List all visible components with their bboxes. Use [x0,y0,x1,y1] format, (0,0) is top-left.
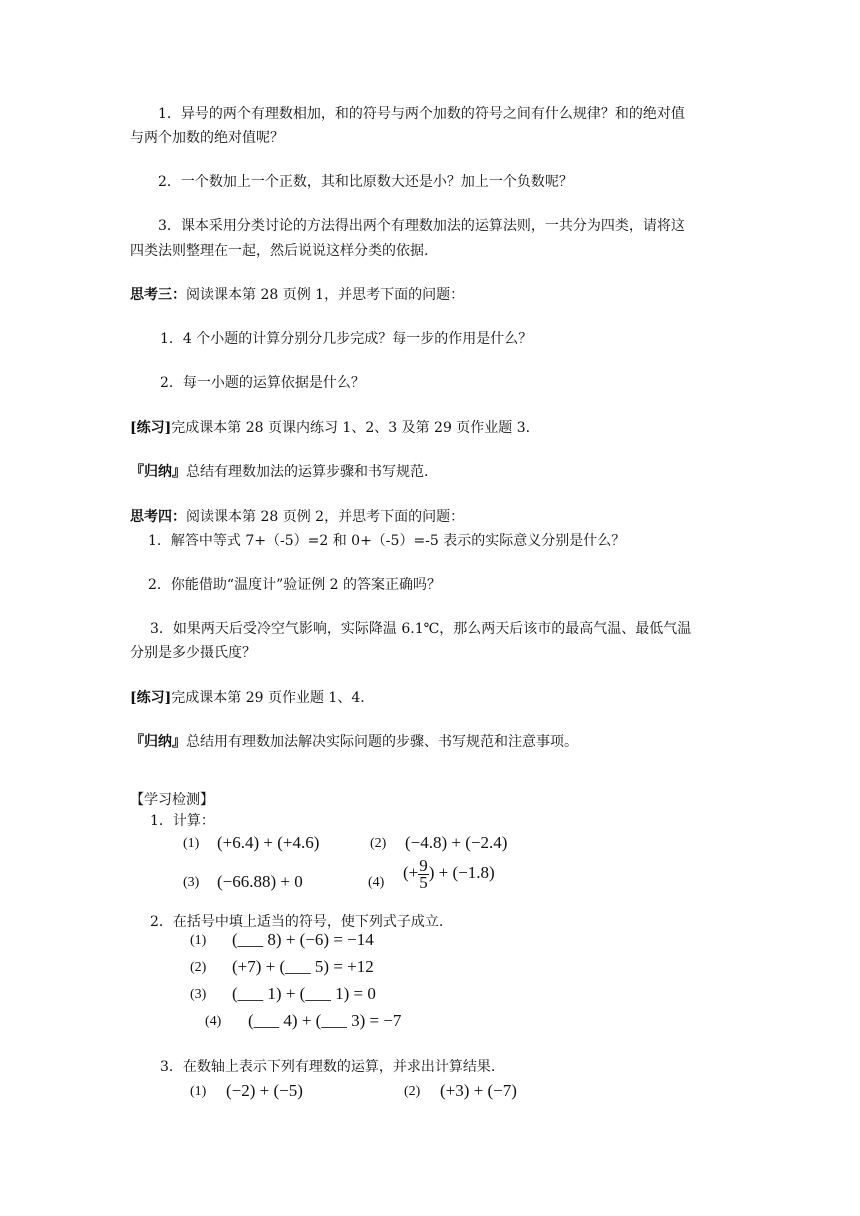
calc-3-label: (3) [183,875,200,890]
fraction-numerator: 9 [419,855,428,875]
question-3-line-1: 3．课本采用分类讨论的方法得出两个有理数加法的运算法则，一共分为四类，请将这 [158,218,685,234]
fill-1-label: (1) [190,933,207,948]
test-question-1-title: 1．计算： [150,813,215,829]
question-2: 2．一个数加上一个正数，其和比原数大还是小？加上一个负数呢？ [158,174,573,190]
calc-4-prefix: (+ [403,863,419,882]
summary-one-label: 『归纳』 [130,464,186,480]
summary-two [130,732,578,752]
think-three-text: 阅读课本第 28 页例 1，并思考下面的问题： [186,287,465,303]
axis-2-label: (2) [404,1084,421,1099]
practice-one-text: 完成课本第 28 页课内练习 1、2、3 及第 29 页作业题 3. [171,420,531,436]
practice-two [130,688,365,708]
think-four-question-3-line-2: 分别是多少摄氏度？ [130,645,256,661]
test-question-3-title: 3．在数轴上表示下列有理数的运算，并求出计算结果. [160,1059,496,1075]
fraction-denominator: 5 [419,872,428,892]
calc-2-label: (2) [370,836,387,851]
practice-two-label: [练习] [130,690,172,706]
fill-2-expression: (+7) + (___ 5) = +12 [232,957,374,976]
axis-2-expression: (+3) + (−7) [440,1081,517,1100]
fill-2-label: (2) [190,960,207,975]
calc-4-expression [403,856,495,891]
question-3-line-2: 四类法则整理在一起，然后说说这样分类的依据. [130,243,429,259]
practice-one-label: [练习] [130,420,172,436]
think-three-intro [130,285,464,305]
fraction-nine-fifths [418,855,429,892]
calc-4-label: (4) [368,875,385,890]
fill-1-expression: (___ 8) + (−6) = −14 [232,930,374,949]
summary-two-text: 总结用有理数加法解决实际问题的步骤、书写规范和注意事项。 [186,734,578,750]
calc-1-expression: (+6.4) + (+4.6) [217,833,320,852]
calc-4-suffix: ) + (−1.8) [428,863,495,882]
axis-1-label: (1) [190,1084,207,1099]
axis-1-expression: (−2) + (−5) [226,1081,303,1100]
think-four-text: 阅读课本第 28 页例 2，并思考下面的问题： [186,509,465,525]
think-four-label: 思考四： [130,509,186,525]
think-four-intro [130,507,464,527]
fill-3-label: (3) [190,987,207,1002]
question-1-line-2: 与两个加数的绝对值呢？ [130,130,284,146]
test-heading: 【学习检测】 [130,792,214,808]
think-three-question-2: 2．每一小题的运算依据是什么？ [160,375,365,391]
question-1-line-1: 1．异号的两个有理数相加，和的符号与两个加数的符号之间有什么规律？和的绝对值 [158,106,685,122]
summary-two-label: 『归纳』 [130,734,186,750]
practice-one [130,418,530,438]
think-four-question-2: 2．你能借助“温度计”验证例 2 的答案正确吗？ [148,577,442,593]
calc-2-expression: (−4.8) + (−2.4) [405,833,508,852]
think-four-question-3-line-1: 3．如果两天后受冷空气影响，实际降温 6.1℃，那么两天后该市的最高气温、最低气温 [150,621,692,637]
summary-one [130,462,428,482]
calc-1-label: (1) [183,836,200,851]
fill-3-expression: (___ 1) + (___ 1) = 0 [232,984,376,1003]
summary-one-text: 总结有理数加法的运算步骤和书写规范. [186,464,429,480]
think-three-question-1: 1．4 个小题的计算分别分几步完成？每一步的作用是什么？ [160,331,533,347]
fill-4-label: (4) [205,1014,222,1029]
calc-3-expression: (−66.88) + 0 [217,872,303,891]
practice-two-text: 完成课本第 29 页作业题 1、4. [171,690,365,706]
test-question-2-title: 2．在括号中填上适当的符号，使下列式子成立. [150,914,444,930]
fill-4-expression: (___ 4) + (___ 3) = −7 [248,1011,402,1030]
think-four-question-1: 1．解答中等式 7+（-5）=2 和 0+（-5）=-5 表示的实际意义分别是什么？ [148,533,626,549]
think-three-label: 思考三： [130,287,186,303]
